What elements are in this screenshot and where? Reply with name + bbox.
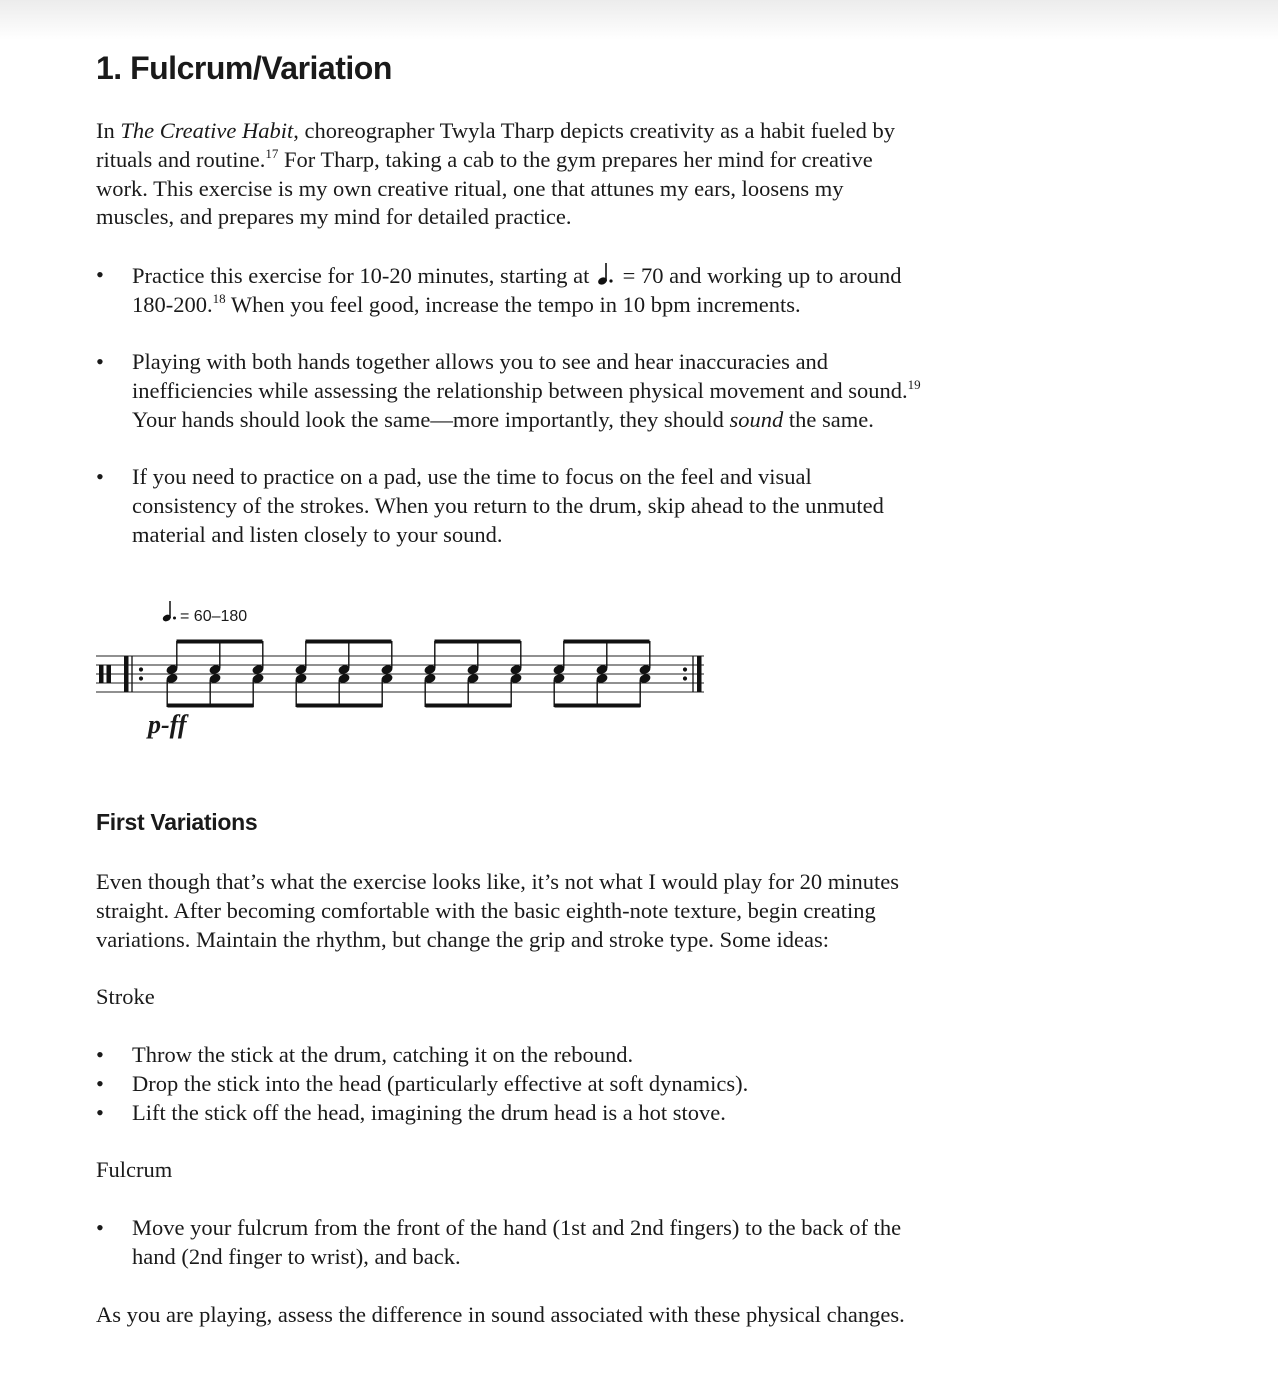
intro-text: rituals and routine. — [96, 146, 266, 172]
paragraph-text: variations. Maintain the rhythm, but change the grip and stroke type. Some ideas: — [96, 926, 829, 952]
paragraph-text: straight. After becoming comfortable with the basic eighth-note texture, begin creating — [96, 897, 876, 923]
intro-text: In — [96, 118, 121, 143]
variations-paragraph — [96, 868, 899, 954]
section-title: 1. Fulcrum/Variation — [96, 50, 392, 86]
bullet-dot: • — [96, 1071, 104, 1096]
bullet-text: Playing with both hands together allows you to see and hear inaccuracies and — [132, 349, 829, 374]
bullet-text: consistency of the strokes. When you return to the drum, skip ahead to the unmuted — [132, 492, 884, 518]
dotted-quarter-note-icon — [595, 261, 617, 287]
dotted-quarter-note-icon — [160, 600, 180, 624]
intro-text: For Tharp, taking a cab to the gym prepares her mind for creative — [278, 146, 873, 172]
bullet-text: material and listen closely to your sound. — [132, 521, 503, 547]
fulcrum-label: Fulcrum — [96, 1157, 173, 1182]
bullet-text: 180-200. — [132, 291, 213, 317]
footnote-ref-17[interactable]: 17 — [265, 145, 279, 161]
bullet-text: Your hands should look the same—more importantly, they should — [132, 406, 730, 432]
bullet-dot: • — [96, 464, 104, 489]
closing-paragraph — [96, 1301, 905, 1330]
bullet-text: Throw the stick at the drum, catching it on the rebound. — [132, 1042, 634, 1067]
drum-notation-staff — [96, 630, 716, 710]
bullet-dot: • — [96, 262, 104, 287]
bullet-text: Lift the stick off the head, imagining the drum head is a hot stove. — [132, 1100, 726, 1125]
intro-text: muscles, and prepares my mind for detailed practice. — [96, 204, 572, 230]
emphasis-text: sound — [729, 406, 784, 432]
tempo-marking — [160, 600, 247, 626]
bullet-text: Practice this exercise for 10-20 minutes, starting at — [132, 263, 595, 288]
bullet-dot: • — [96, 1042, 104, 1067]
paragraph-text: Even though that’s what the exercise looks like, it’s not what I would play for 20 minutes — [96, 869, 899, 894]
bullet-dot: • — [96, 1215, 104, 1240]
bullet-text: When you feel good, increase the tempo in 10 bpm increments. — [225, 291, 801, 317]
bullet-dot: • — [96, 1100, 104, 1125]
bullet-text: inefficiencies while assessing the relationship between physical movement and sound. — [132, 377, 908, 403]
paragraph-text: As you are playing, assess the difference in sound associated with these physical changes. — [96, 1302, 905, 1327]
bullet-text: Move your fulcrum from the front of the hand (1st and 2nd fingers) to the back of the — [132, 1215, 902, 1240]
bullet-text: hand (2nd finger to wrist), and back. — [132, 1243, 461, 1269]
book-title: The Creative Habit — [120, 118, 294, 143]
subheading: First Variations — [96, 809, 258, 835]
page-top-shadow — [0, 0, 1278, 40]
tempo-text: = 60–180 — [180, 608, 248, 625]
intro-text: , choreographer Twyla Tharp depicts creativity as a habit fueled by — [293, 118, 896, 143]
bullet-text: Drop the stick into the head (particularly effective at soft dynamics). — [132, 1071, 749, 1096]
stroke-label: Stroke — [96, 984, 155, 1009]
footnote-ref-19[interactable]: 19 — [907, 376, 921, 392]
bullet-text: If you need to practice on a pad, use the time to focus on the feel and visual — [132, 464, 812, 489]
dynamic-marking: p-ff — [148, 710, 187, 739]
bullet-text: the same. — [783, 406, 874, 432]
intro-text: work. This exercise is my own creative ritual, one that attunes my ears, loosens my — [96, 175, 844, 201]
footnote-ref-18[interactable]: 18 — [212, 290, 226, 306]
bullet-text: = 70 and working up to around — [617, 263, 902, 288]
intro-paragraph — [96, 117, 895, 232]
bullet-dot: • — [96, 349, 104, 374]
